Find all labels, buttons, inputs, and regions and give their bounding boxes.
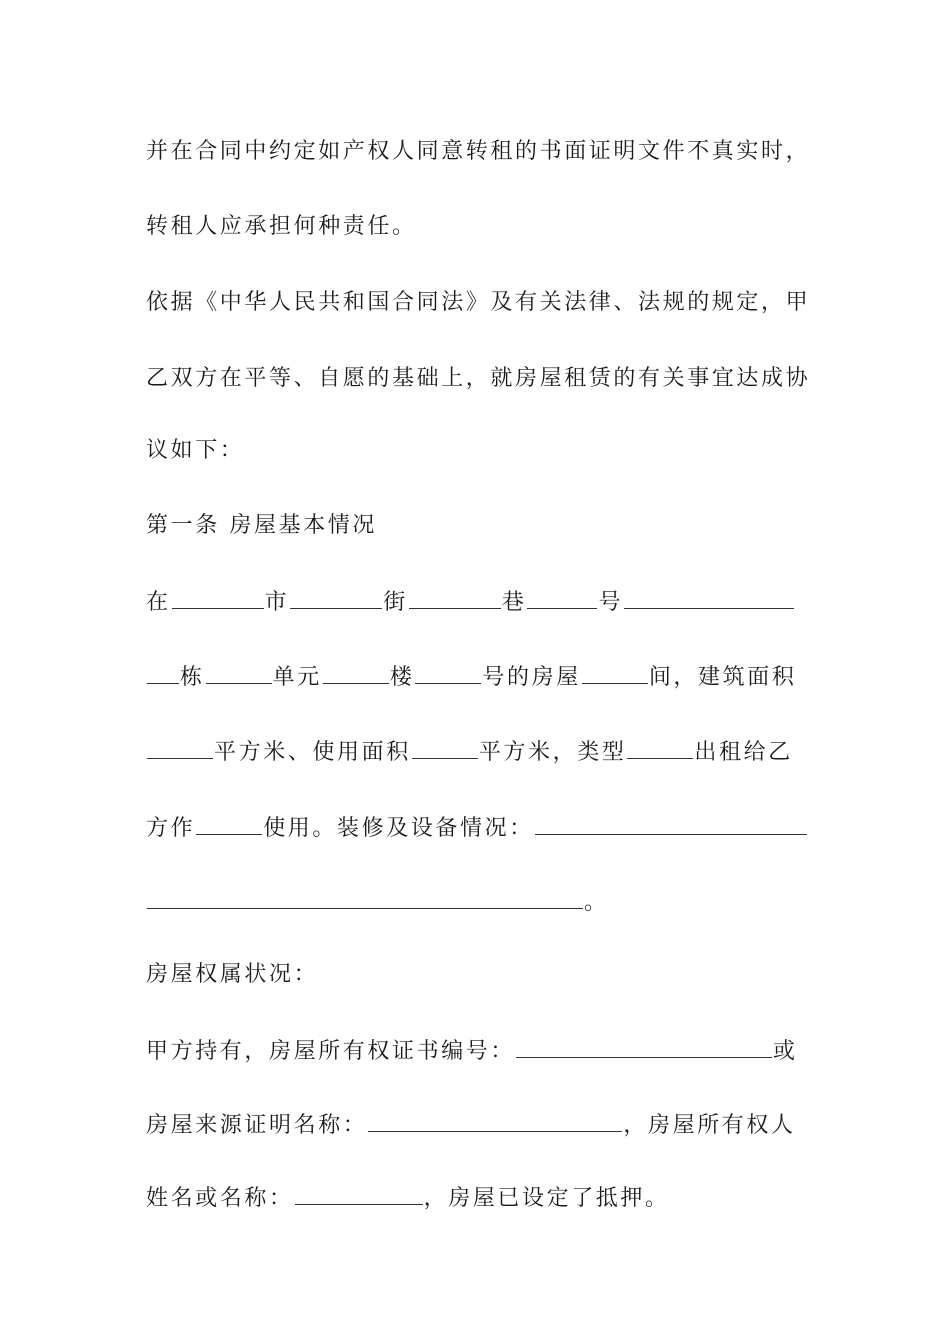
text-fragment: 号的房屋 bbox=[482, 665, 581, 690]
blank-room-count[interactable] bbox=[582, 661, 648, 684]
owner-name-line bbox=[146, 1182, 806, 1214]
ownership-heading: 房屋权属状况： bbox=[146, 962, 319, 987]
unit-line bbox=[146, 661, 806, 693]
blank-source-name[interactable] bbox=[368, 1109, 622, 1132]
blank-usable-area[interactable] bbox=[412, 736, 478, 759]
text-fragment: 间，建筑面积 bbox=[648, 665, 797, 690]
blank-building[interactable] bbox=[147, 661, 179, 684]
paragraph-line: 并在合同中约定如产权人同意转租的书面证明文件不真实时， bbox=[146, 139, 811, 164]
text-fragment: 或 bbox=[773, 1039, 798, 1064]
blank-unit[interactable] bbox=[206, 661, 272, 684]
text-fragment: 巷 bbox=[501, 590, 527, 615]
text-fragment: 平方米、使用面积 bbox=[214, 740, 411, 765]
paragraph-line: 乙双方在平等、自愿的基础上，就房屋租赁的有关事宜达成协 bbox=[146, 366, 811, 391]
text-fragment: 单元 bbox=[272, 665, 322, 690]
section-heading: 第一条 房屋基本情况 bbox=[146, 513, 377, 538]
source-line bbox=[146, 1109, 806, 1141]
blank-floor[interactable] bbox=[323, 661, 389, 684]
blank-usage[interactable] bbox=[196, 812, 262, 835]
text-fragment: 使用。装修及设备情况： bbox=[263, 816, 534, 841]
blank-number[interactable] bbox=[527, 586, 597, 609]
blank-lane[interactable] bbox=[409, 586, 501, 609]
text-fragment: ，房屋已设定了抵押。 bbox=[423, 1186, 670, 1211]
blank-decoration-continued[interactable] bbox=[147, 886, 583, 909]
blank-city[interactable] bbox=[172, 586, 264, 609]
blank-owner-name[interactable] bbox=[295, 1182, 423, 1205]
text-fragment: 方作 bbox=[146, 816, 196, 841]
blank-certificate-number[interactable] bbox=[516, 1035, 772, 1058]
blank-street[interactable] bbox=[290, 586, 382, 609]
text-fragment: 平方米，类型 bbox=[478, 740, 627, 765]
text-fragment: 。 bbox=[584, 890, 609, 915]
blank-building-area[interactable] bbox=[147, 736, 213, 759]
address-line bbox=[146, 586, 806, 618]
text-fragment: ，房屋所有权人 bbox=[623, 1113, 796, 1138]
text-fragment: 栋 bbox=[180, 665, 205, 690]
text-fragment: 甲方持有，房屋所有权证书编号： bbox=[146, 1039, 516, 1064]
text-fragment: 出租给乙 bbox=[694, 740, 793, 765]
decoration-continued-line bbox=[146, 886, 806, 918]
text-fragment: 号 bbox=[598, 590, 624, 615]
text-fragment: 楼 bbox=[389, 665, 415, 690]
paragraph-line: 依据《中华人民共和国合同法》及有关法律、法规的规定，甲 bbox=[146, 290, 811, 315]
paragraph-line: 转租人应承担何种责任。 bbox=[146, 214, 417, 239]
text-fragment: 市 bbox=[264, 590, 290, 615]
text-fragment: 姓名或名称： bbox=[146, 1186, 294, 1211]
blank-type[interactable] bbox=[627, 736, 693, 759]
blank-room-number[interactable] bbox=[415, 661, 481, 684]
certificate-line bbox=[146, 1035, 806, 1067]
area-line bbox=[146, 736, 806, 768]
paragraph-line: 议如下： bbox=[146, 438, 245, 463]
blank-address-extra[interactable] bbox=[624, 586, 794, 609]
text-fragment: 街 bbox=[383, 590, 408, 615]
text-fragment: 在 bbox=[146, 590, 171, 615]
usage-line bbox=[146, 812, 806, 844]
text-fragment: 房屋来源证明名称： bbox=[146, 1113, 368, 1138]
blank-decoration[interactable] bbox=[535, 812, 807, 835]
